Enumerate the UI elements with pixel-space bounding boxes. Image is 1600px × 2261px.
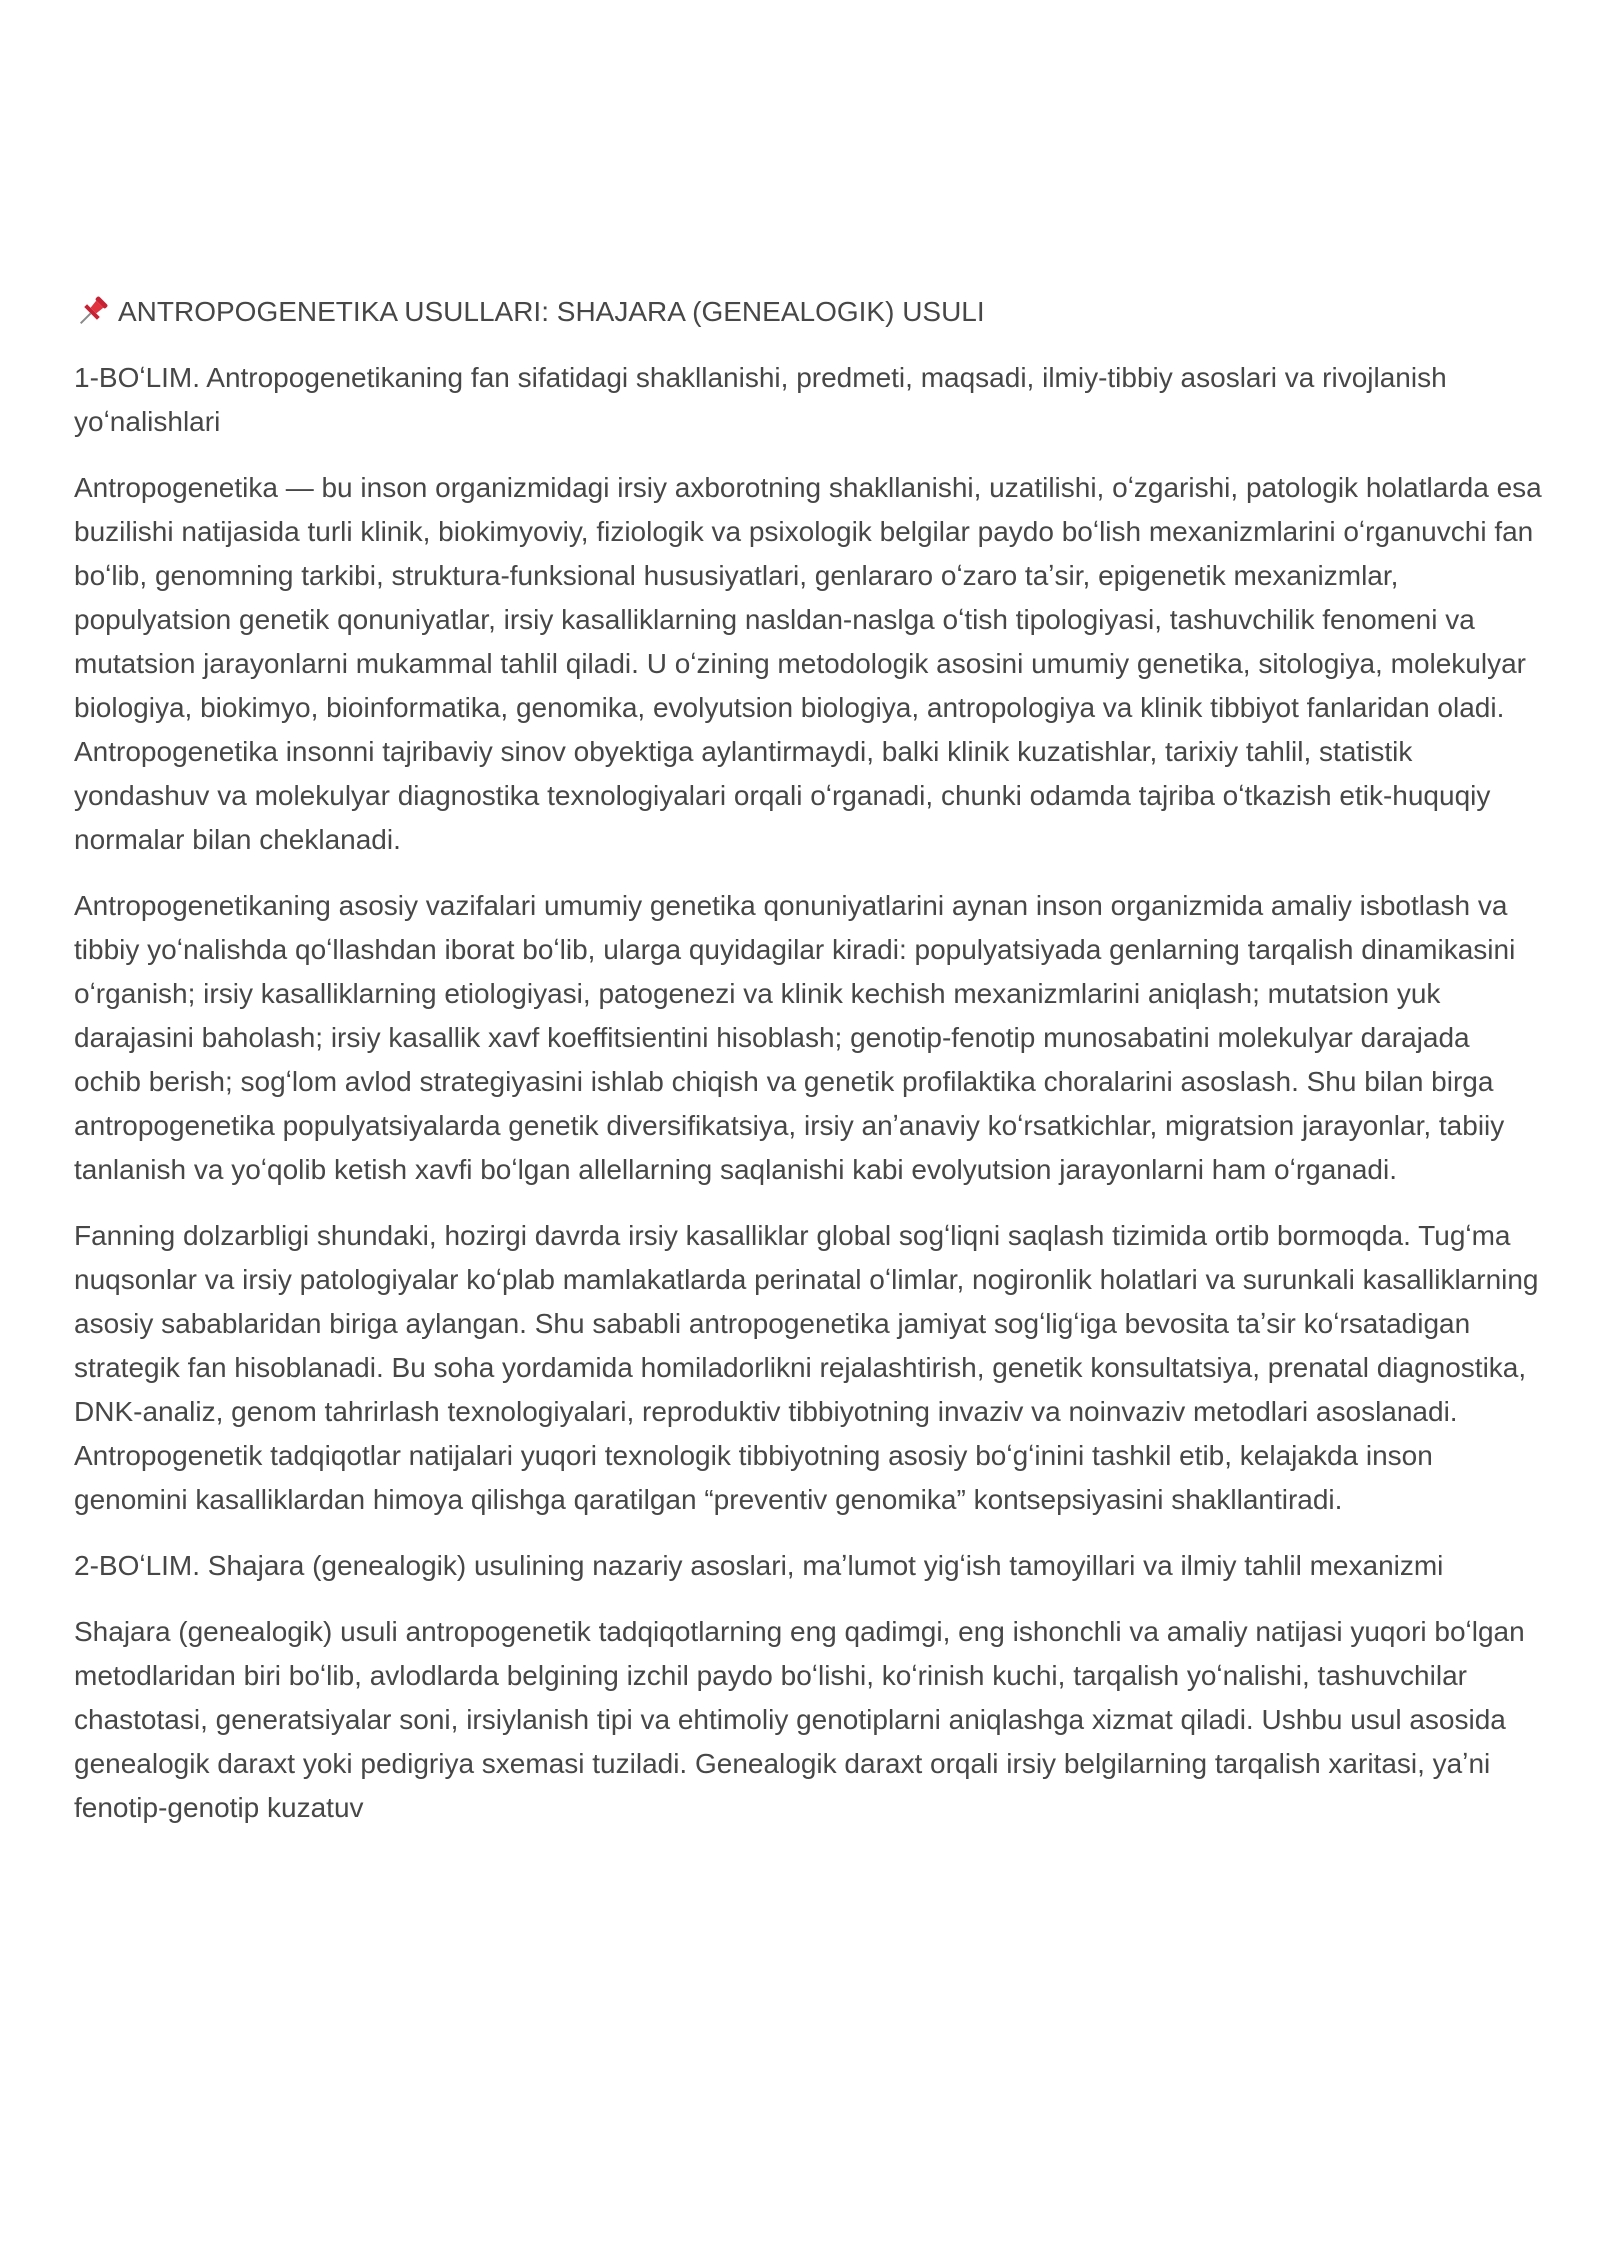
section-1-heading: 1-BOʻLIM. Antropogenetikaning fan sifatidagi shakllanishi, predmeti, maqsadi, ilmiy-tibbiy asoslari va rivojlanish yoʻnalishlari [74, 362, 1447, 437]
section-1-paragraph-2: Antropogenetikaning asosiy vazifalari umumiy genetika qonuniyatlarini aynan inson organizmida amaliy isbotlash va tibbiy yoʻnalishda qoʻllashdan iborat boʻlib, ularga quyidagilar kiradi: populyatsiyada genlarning tarqalish dinamikasini oʻrganish; irsiy kasalliklarning etiologiyasi, patogenezi va klinik kechish mexanizmlarini aniqlash; mutatsion yuk darajasini baholash; irsiy kasallik xavf koeffitsientini hisoblash; genotip-fenotip munosabatini molekulyar darajada ochib berish; sogʻlom avlod strategiyasini ishlab chiqish va genetik profilaktika choralarini asoslash. Shu bilan birga antropogenetika populyatsiyalarda genetik diversifikatsiya, irsiy anʼanaviy koʻrsatkichlar, migratsion jarayonlar, tabiiy tanlanish va yoʻqolib ketish xavfi boʻlgan allellarning saqlanishi kabi evolyutsion jarayonlarni ham oʻrganadi. [74, 890, 1516, 1185]
section-1-paragraph-3: Fanning dolzarbligi shundaki, hozirgi davrda irsiy kasalliklar global sogʻliqni saqlash tizimida ortib bormoqda. Tugʻma nuqsonlar va irsiy patologiyalar koʻplab mamlakatlarda perinatal oʻlimlar, nogironlik holatlari va surunkali kasalliklarning asosiy sabablaridan biriga aylangan. Shu sababli antropogenetika jamiyat sogʻligʻiga bevosita taʼsir koʻrsatadigan strategik fan hisoblanadi. Bu soha yordamida homiladorlikni rejalashtirish, genetik konsultatsiya, prenatal diagnostika, DNK-analiz, genom tahrirlash texnologiyalari, reproduktiv tibbiyotning invaziv va noinvaziv metodlari asoslanadi. Antropogenetik tadqiqotlar natijalari yuqori texnologik tibbiyotning asosiy boʻgʻinini tashkil etib, kelajakda inson genomini kasalliklardan himoya qilishga qaratilgan “preventiv genomika” kontsepsiyasini shakllantiradi. [74, 1220, 1539, 1515]
section-2-paragraph-1: Shajara (genealogik) usuli antropogenetik tadqiqotlarning eng qadimgi, eng ishonchli va amaliy natijasi yuqori boʻlgan metodlaridan biri boʻlib, avlodlarda belgining izchil paydo boʻlishi, koʻrinish kuchi, tarqalish yoʻnalishi, tashuvchilar chastotasi, generatsiyalar soni, irsiylanish tipi va ehtimoliy genotiplarni aniqlashga xizmat qiladi. Ushbu usul asosida genealogik daraxt yoki pedigriya sxemasi tuziladi. Genealogik daraxt orqali irsiy belgilarning tarqalish xaritasi, yaʼni fenotip-genotip kuzatuv [74, 1616, 1525, 1823]
section-2-heading: 2-BOʻLIM. Shajara (genealogik) usulining nazariy asoslari, maʼlumot yigʻish tamoyillari va ilmiy tahlil mexanizmi [74, 1550, 1444, 1581]
document-page [74, 290, 1544, 1852]
document-title-text: ANTROPOGENETIKA USULLARI: SHAJARA (GENEALOGIK) USULI [118, 296, 985, 327]
section-1-paragraph-1: Antropogenetika — bu inson organizmidagi irsiy axborotning shakllanishi, uzatilishi, oʻzgarishi, patologik holatlarda esa buzilishi natijasida turli klinik, biokimyoviy, fiziologik va psixologik belgilar paydo boʻlish mexanizmlarini oʻrganuvchi fan boʻlib, genomning tarkibi, struktura-funksional hususiyatlari, genlararo oʻzaro taʼsir, epigenetik mexanizmlar, populyatsion genetik qonuniyatlar, irsiy kasalliklarning nasldan-naslga oʻtish tipologiyasi, tashuvchilik fenomeni va mutatsion jarayonlarni mukammal tahlil qiladi. U oʻzining metodologik asosini umumiy genetika, sitologiya, molekulyar biologiya, biokimyo, bioinformatika, genomika, evolyutsion biologiya, antropologiya va klinik tibbiyot fanlaridan oladi. Antropogenetika insonni tajribaviy sinov obyektiga aylantirmaydi, balki klinik kuzatishlar, tarixiy tahlil, statistik yondashuv va molekulyar diagnostika texnologiyalari orqali oʻrganadi, chunki odamda tajriba oʻtkazish etik-huquqiy normalar bilan cheklanadi. [74, 472, 1542, 855]
document-title [74, 290, 1544, 334]
pushpin-icon [74, 294, 110, 330]
